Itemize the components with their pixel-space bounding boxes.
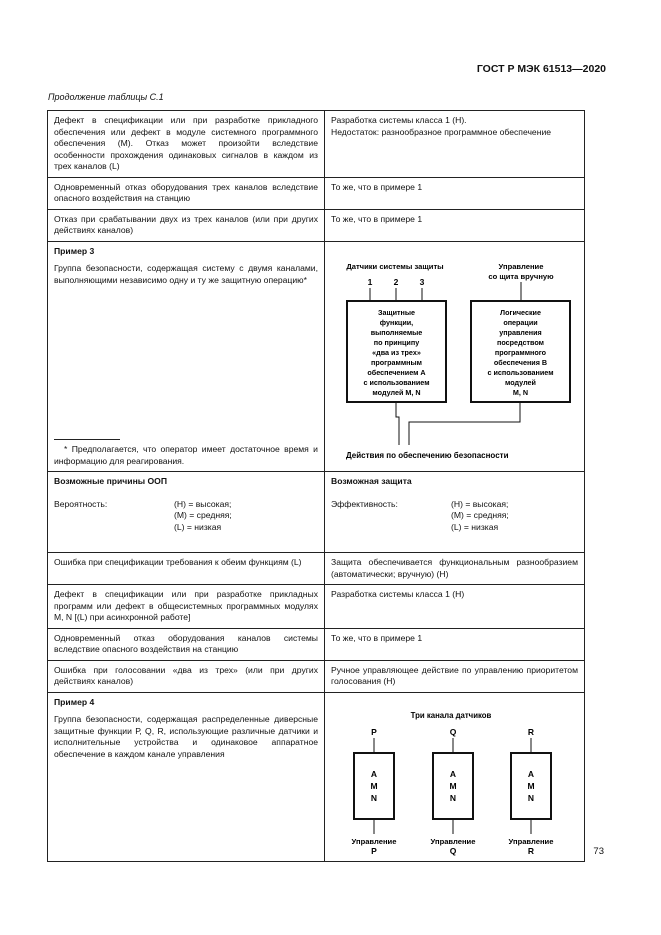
box-letter-m: M: [527, 780, 535, 791]
table-row: [48, 585, 585, 629]
box-1-line: «два из трех»: [372, 347, 421, 357]
protection-header-cell: [325, 472, 585, 553]
example-4-text-cell: [48, 692, 325, 862]
box-2-line: программного: [494, 347, 547, 357]
protection-text-2: Недостаток: разнообразное программное обеспечение: [331, 126, 552, 137]
box-1-line: с использованием: [363, 377, 430, 387]
box-letter-n: N: [527, 792, 535, 803]
example-4-description: Группа безопасности, содержащая распределенные диверсные защитные функции Р, Q, R, использующие различные датчики и исполнительные устройства и одинаковое аппаратное обеспечение в каждом канале управления: [54, 714, 318, 759]
table-row: [48, 111, 585, 178]
box-2-line: операции: [503, 317, 538, 327]
safety-actions-label: Действия по обеспечению безопасности: [346, 450, 509, 460]
sensor-2-label: 2: [393, 276, 399, 287]
box-2-line: с использованием: [487, 367, 554, 377]
standard-header: ГОСТ Р МЭК 61513—2020: [476, 63, 606, 75]
footnote-divider: [54, 439, 120, 440]
example-4-row: [48, 692, 585, 862]
example-3-row: [48, 241, 585, 472]
protection-cell: То же, что в примере 1: [325, 177, 585, 209]
box-2-line: управления: [499, 327, 542, 337]
control-r-label: Управление: [508, 836, 554, 846]
probability-values: [174, 499, 232, 534]
box-letter-m: M: [370, 780, 378, 791]
probability-legend: [54, 499, 318, 534]
table-row: [48, 628, 585, 660]
cause-cell: Отказ при срабатывании двух из трех каналов (или при других действиях каналов): [48, 209, 325, 241]
table-row: [48, 660, 585, 692]
control-q-label: Управление: [430, 836, 476, 846]
probability-label: Вероятность:: [54, 498, 108, 509]
cause-cell: Дефект в спецификации или при разработке прикладного обеспечения или дефект в модуле системного программного обеспечения (М). Отказ может произойти вследствие особенности прохождения одинаковых сигналов в каждом из трех каналов (L): [48, 111, 325, 178]
example-3-description: Группа безопасности, содержащая систему с двумя каналами, выполняющими независимо одну и ту же защитную операцию*: [54, 263, 318, 285]
control-labels: [352, 837, 554, 856]
cause-cell: Одновременный отказ оборудования трех каналов вследствие опасного воздействия на станцию: [48, 177, 325, 209]
causes-header: Возможные причины ООП: [54, 476, 168, 486]
ccf-header-row: [48, 472, 585, 553]
cause-cell: Ошибка при спецификации требования к обеим функциям (L): [48, 553, 325, 585]
example-4-diagram: [325, 693, 589, 858]
protection-cell: Защита обеспечивается функциональным разнообразием (автоматически; вручную) (Н): [325, 553, 585, 585]
cause-cell: Ошибка при голосовании «два из трех» (или при других действиях каналов): [48, 660, 325, 692]
box-1-line: обеспечением А: [367, 367, 426, 377]
efficiency-legend: [331, 499, 578, 534]
box-letter-a: A: [527, 768, 535, 779]
table-continuation-caption: Продолжение таблицы С.1: [48, 92, 164, 102]
example-3-diagram: [325, 242, 589, 468]
protection-cell: [325, 111, 585, 178]
control-q-letter: Q: [449, 845, 457, 856]
box-1-line: программным: [371, 357, 422, 367]
example-4-diagram-cell: [325, 692, 585, 862]
box-2-line: модулей: [505, 377, 536, 387]
box-1-line: модулей М, N: [372, 387, 421, 397]
efficiency-high: (H) = высокая;: [451, 498, 509, 509]
ccf-table: [47, 110, 585, 862]
protection-cell: Ручное управляющее действие по управлению приоритетом голосования (Н): [325, 660, 585, 692]
protection-cell: Разработка системы класса 1 (Н): [325, 585, 585, 629]
efficiency-label: Эффективность:: [331, 498, 398, 509]
channel-q-label: Q: [449, 726, 457, 737]
probability-medium: (M) = средняя;: [174, 510, 232, 520]
example-3-diagram-cell: [325, 241, 585, 472]
sensor-channels-title: Три канала датчиков: [410, 710, 492, 720]
box-1-line: по принципу: [373, 337, 420, 347]
cause-cell: Одновременный отказ оборудования каналов системы вследствие опасного воздействия на станцию: [48, 628, 325, 660]
efficiency-values: [451, 499, 509, 534]
example-3-text-cell: [48, 241, 325, 472]
example-3-title: Пример 3: [54, 245, 95, 256]
control-r-letter: R: [527, 845, 535, 856]
box-1-line: выполняемые: [370, 327, 423, 337]
probability-high: (H) = высокая;: [174, 498, 232, 509]
box-letter-m: M: [449, 780, 457, 791]
sensor-3-label: 3: [419, 276, 425, 287]
efficiency-medium: (M) = средняя;: [451, 510, 509, 520]
box-letter-a: A: [449, 768, 457, 779]
example-3-footnote-block: [54, 439, 318, 467]
protection-cell: То же, что в примере 1: [325, 209, 585, 241]
box-2-line: обеспечения В: [493, 357, 548, 367]
channel-p-label: P: [371, 726, 377, 737]
example-4-title: Пример 4: [54, 696, 95, 707]
sensors-label: Датчики системы защиты: [346, 261, 444, 271]
protection-text: Разработка системы класса 1 (Н).: [331, 115, 467, 125]
box-2-line: Логические: [500, 307, 541, 317]
box-2-line: посредством: [497, 337, 544, 347]
table-row: [48, 177, 585, 209]
manual-label-2: со щита вручную: [488, 271, 554, 281]
page-number: 73: [593, 846, 604, 857]
sensor-1-label: 1: [367, 276, 373, 287]
example-3-footnote: * Предполагается, что оператор имеет достаточное время и информацию для реагирования.: [54, 444, 318, 466]
box-letter-a: A: [370, 768, 378, 779]
table-row: [48, 553, 585, 585]
box-1-output-line: [396, 402, 399, 445]
box-2-output-line: [409, 402, 520, 445]
protection-cell: То же, что в примере 1: [325, 628, 585, 660]
box-2-line: М, N: [512, 387, 529, 397]
control-p-letter: P: [371, 845, 377, 856]
protection-header: Возможная защита: [331, 476, 412, 486]
probability-low: (L) = низкая: [174, 521, 222, 532]
box-letter-n: N: [449, 792, 457, 803]
box-1-line: Защитные: [378, 307, 415, 317]
channel-box-letters: [370, 769, 534, 803]
efficiency-low: (L) = низкая: [451, 521, 499, 532]
causes-header-cell: [48, 472, 325, 553]
manual-label-1: Управление: [498, 261, 544, 271]
table-row: [48, 209, 585, 241]
channel-r-label: R: [527, 726, 535, 737]
control-p-label: Управление: [351, 836, 397, 846]
cause-cell: Дефект в спецификации или при разработке прикладных программ или дефект в общесистемных программных модулях М, N [(L) при асинхронной работе]: [48, 585, 325, 629]
box-1-line: функции,: [379, 317, 414, 327]
box-letter-n: N: [370, 792, 378, 803]
